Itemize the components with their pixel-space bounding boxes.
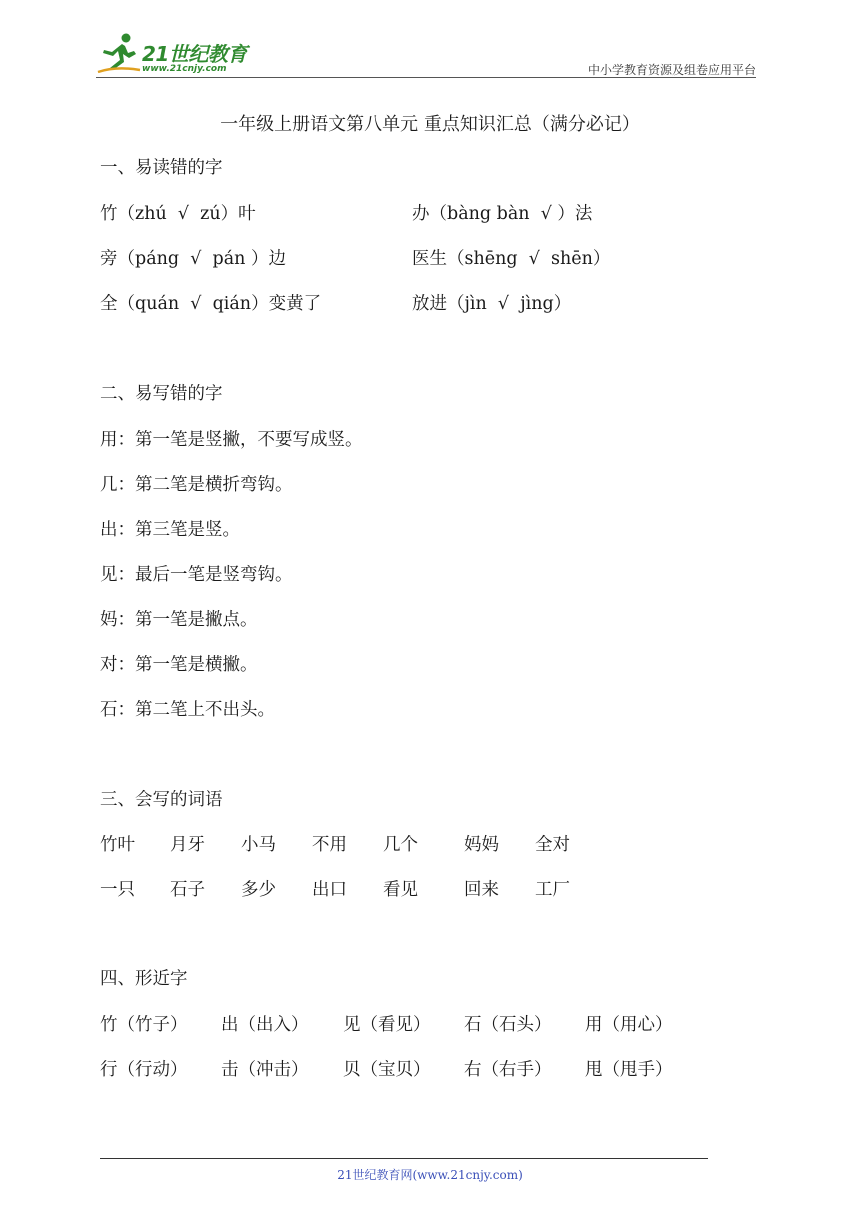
section2-heading: 二、易写错的字 <box>100 384 223 404</box>
pinyin-item: 竹（zhú √ zú）叶 <box>100 204 256 224</box>
section3-heading: 三、会写的词语 <box>100 790 223 810</box>
vocab-word: 竹叶 <box>100 835 135 855</box>
stroke-note: 出：第三笔是竖。 <box>100 520 240 540</box>
similar-char: 出（出入） <box>221 1015 309 1035</box>
similar-char: 用（用心） <box>585 1015 673 1035</box>
similar-char: 贝（宝贝） <box>343 1060 431 1080</box>
logo <box>96 30 266 76</box>
footer-divider <box>100 1158 708 1159</box>
stroke-note: 石：第二笔上不出头。 <box>100 700 275 720</box>
vocab-word: 月牙 <box>170 835 205 855</box>
similar-char: 石（石头） <box>464 1015 552 1035</box>
similar-char: 击（冲击） <box>221 1060 309 1080</box>
stroke-note: 对：第一笔是横撇。 <box>100 655 258 675</box>
platform-name: 中小学教育资源及组卷应用平台 <box>587 63 756 77</box>
section1-heading: 一、易读错的字 <box>100 158 223 178</box>
similar-char: 竹（竹子） <box>100 1015 188 1035</box>
vocab-word: 出口 <box>312 880 347 900</box>
vocab-word: 全对 <box>535 835 570 855</box>
vocab-word: 妈妈 <box>464 835 499 855</box>
similar-char: 右（右手） <box>464 1060 552 1080</box>
vocab-word: 石子 <box>170 880 205 900</box>
pinyin-item: 放进（jìn √ jìng） <box>412 294 572 314</box>
stroke-note: 用：第一笔是竖撇，不要写成竖。 <box>100 430 363 450</box>
stroke-note: 妈：第一笔是撇点。 <box>100 610 258 630</box>
header-divider <box>96 77 756 78</box>
pinyin-item: 全（quán √ qián）变黄了 <box>100 294 322 314</box>
pinyin-item: 办（bàng bàn √ ）法 <box>412 204 593 224</box>
section4-heading: 四、形近字 <box>100 969 188 989</box>
pinyin-item: 医生（shēng √ shēn） <box>412 249 611 269</box>
page-title: 一年级上册语文第八单元 重点知识汇总（满分必记） <box>220 114 640 135</box>
stroke-note: 几：第二笔是横折弯钩。 <box>100 475 293 495</box>
vocab-word: 小马 <box>241 835 276 855</box>
similar-char: 见（看见） <box>343 1015 431 1035</box>
runner-logo-icon <box>96 30 142 76</box>
page-header <box>96 30 756 78</box>
footer-link[interactable]: 21世纪教育网(www.21cnjy.com) <box>337 1168 523 1182</box>
vocab-word: 几个 <box>383 835 418 855</box>
logo-url: www.21cnjy.com <box>142 64 227 74</box>
vocab-word: 多少 <box>241 880 276 900</box>
pinyin-item: 旁（páng √ pán ）边 <box>100 249 286 269</box>
similar-char: 甩（甩手） <box>585 1060 673 1080</box>
vocab-word: 看见 <box>383 880 418 900</box>
vocab-word: 一只 <box>100 880 135 900</box>
vocab-word: 工厂 <box>535 880 570 900</box>
stroke-note: 见：最后一笔是竖弯钩。 <box>100 565 293 585</box>
logo-text: 21世纪教育 <box>142 42 247 66</box>
similar-char: 行（行动） <box>100 1060 188 1080</box>
vocab-word: 回来 <box>464 880 499 900</box>
vocab-word: 不用 <box>312 835 347 855</box>
